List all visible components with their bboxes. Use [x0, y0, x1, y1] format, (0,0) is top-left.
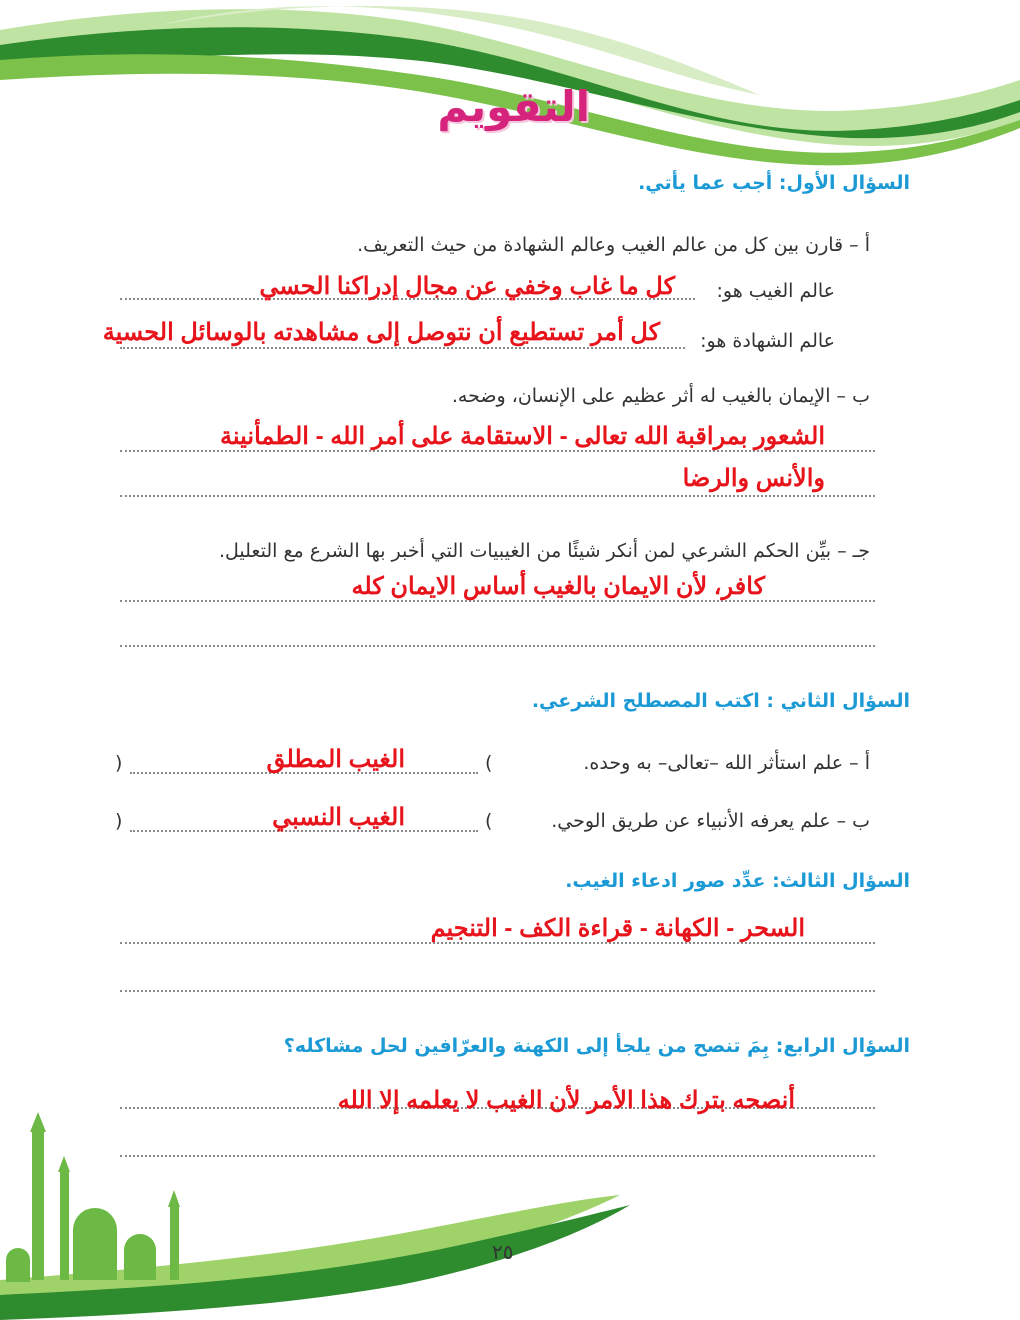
question-3-heading: السؤال الثالث: عدِّد صور ادعاء الغيب.	[565, 870, 910, 892]
paren-close: )	[115, 810, 123, 832]
answer-line	[120, 1155, 875, 1157]
shahada-label: عالم الشهادة هو:	[700, 330, 835, 352]
question-3-answer: السحر - الكهانة - قراءة الكف - التنجيم	[430, 915, 805, 942]
question-2a-answer: الغيب المطلق	[266, 746, 405, 773]
page-title: التقويم	[437, 82, 590, 131]
question-4-answer: أنصحه بترك هذا الأمر لأن الغيب لا يعلمه إلا الله	[337, 1087, 795, 1114]
question-4-heading: السؤال الرابع: بِمَ تنصح من يلجأ إلى الكهنة والعرّافين لحل مشاكله؟	[283, 1035, 910, 1057]
paren-open: (	[485, 752, 493, 774]
answer-line	[120, 495, 875, 497]
ghayb-answer: كل ما غاب وخفي عن مجال إدراكنا الحسي	[259, 273, 675, 300]
question-1b-prompt: ب – الإيمان بالغيب له أثر عظيم على الإنسان، وضحه.	[451, 385, 870, 407]
answer-line	[120, 645, 875, 647]
answer-line	[120, 347, 685, 349]
question-1c-answer: كافر، لأن الايمان بالغيب أساس الايمان كله	[351, 573, 765, 600]
question-2b-answer: الغيب النسبي	[272, 804, 405, 831]
question-2b-prompt: ب – علم يعرفه الأنبياء عن طريق الوحي.	[551, 810, 870, 832]
question-1b-answer-line1: الشعور بمراقبة الله تعالى - الاستقامة على أمر الله - الطمأنينة	[220, 423, 825, 450]
question-2a-prompt: أ – علم استأثر الله –تعالى– به وحده.	[583, 752, 870, 774]
paren-open: (	[485, 810, 493, 832]
shahada-answer: كل أمر تستطيع أن نتوصل إلى مشاهدته بالوسائل الحسية	[102, 319, 660, 346]
question-1a-prompt: أ – قارن بين كل من عالم الغيب وعالم الشهادة من حيث التعريف.	[357, 234, 870, 256]
question-1c-prompt: جـ – بيِّن الحكم الشرعي لمن أنكر شيئًا من الغيبيات التي أخبر بها الشرع مع التعليل.	[218, 540, 870, 562]
bottom-mosque-decoration	[0, 1110, 640, 1320]
question-2-heading: السؤال الثاني : اكتب المصطلح الشرعي.	[531, 690, 910, 712]
question-1b-answer-line2: والأنس والرضا	[682, 465, 825, 492]
question-1-heading: السؤال الأول: أجب عما يأتي.	[638, 172, 910, 194]
paren-close: )	[115, 752, 123, 774]
page-number: ٢٥	[492, 1240, 514, 1264]
ghayb-label: عالم الغيب هو:	[716, 280, 835, 302]
answer-line	[120, 990, 875, 992]
